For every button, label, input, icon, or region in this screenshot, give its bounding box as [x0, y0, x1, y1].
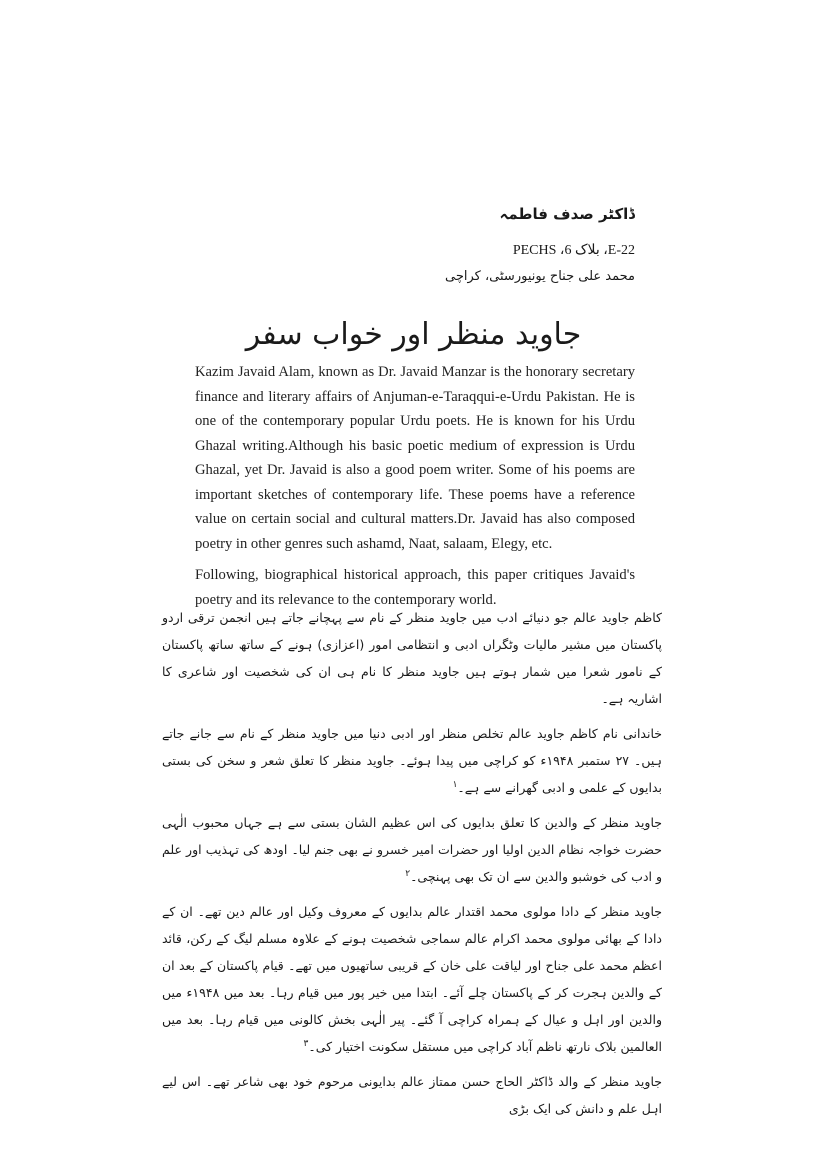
- footnote-marker[interactable]: ۳: [303, 1038, 309, 1049]
- body-paragraph-2-text: خاندانی نام کاظم جاوید عالم تخلص منظر اور ادبی دنیا میں جاوید منظر کے نام سے جانے جاتے ہیں۔ ۲۷ ستمبر ۱۹۴۸ء کو کراچی میں پیدا ہوئے۔ جاوید منظر کا تعلق شعر و سخن کی بستی بدایوں کے علمی و ادبی گھرانے سے ہے۔: [162, 726, 662, 795]
- abstract-paragraph-1: Kazim Javaid Alam, known as Dr. Javaid Manzar is the honorary secretary finance and literary affairs of Anjuman-e-Taraqqui-e-Urdu Pakistan. He is one of the contemporary popular Urdu poets. He is known for his Urdu Ghazal writing.Although his basic poetic medium of expression is Urdu Ghazal, yet Dr. Javaid is also a good poem writer. Some of his poems are important sketches of contemporary life. These poems have a reference value on certain social and cultural matters.Dr. Javaid has also composed poetry in other genres such ashamd, Naat, salaam, Elegy, etc.: [195, 364, 635, 552]
- abstract: [195, 360, 635, 612]
- body-paragraph-3-text: جاوید منظر کے والدین کا تعلق بدایوں کی اس عظیم الشان بستی سے ہے جہاں محبوب الٰہی حضرت خواجہ نظام الدین اولیا اور حضرات امیر خسرو نے بھی جنم لیا۔ اودھ کی تہذیب اور علم و ادب کی خوشبو والدین سے ان تک بھی پہنچی۔: [162, 815, 662, 884]
- author-name: ڈاکٹر صدف فاطمہ: [499, 205, 635, 223]
- author-block: [335, 200, 635, 290]
- body-paragraph-4-text: جاوید منظر کے دادا مولوی محمد اقتدار عالم بدایوں کے معروف وکیل اور عالم دین تھے۔ ان کے دادا کے بھائی مولوی محمد اکرام عالم سماجی شخصیت ہونے کے علاوہ مسلم لیگ کے رکن، قائد اعظم محمد علی جناح اور لیاقت علی خان کے قریبی ساتھیوں میں تھے۔ قیام پاکستان کے بعد ان کے والدین ہجرت کر کے پاکستان چلے آئے۔ ابتدا میں خیر پور میں قیام رہا۔ بعد میں ۱۹۴۸ء میں والدین اور اہل و عیال کے ہمراہ کراچی آ گئے۔ پیر الٰہی بخش کالونی میں قیام رہا۔ بعد میں العالمین بلاک نارتھ ناظم آباد کراچی میں مستقل سکونت اختیار کی۔: [162, 904, 662, 1054]
- article-title: جاوید منظر اور خواب سفر: [245, 317, 582, 353]
- body-paragraph-1-text: کاظم جاوید عالم جو دنیائے ادب میں جاوید منظر کے نام سے پہچانے جاتے ہیں انجمن ترقی اردو پاکستان میں مشیر مالیات وٹگراں ادبی و انتظامی امور (اعزازی) ہونے کے ساتھ ساتھ پاکستان کے نامور شعرا میں شمار ہوتے ہیں جاوید منظر کا نام ہی ان کی شخصیت اور شاعری کا اشاریہ ہے۔: [162, 610, 662, 706]
- body-paragraph-1: [162, 604, 662, 712]
- author-address: 22-E، بلاک 6، PECHS: [512, 243, 635, 258]
- body-paragraph-2: [162, 720, 662, 801]
- body-text: [162, 604, 662, 1122]
- author-affiliation: محمد علی جناح یونیورسٹی، کراچی: [445, 269, 635, 284]
- body-paragraph-5-text: جاوید منظر کے والد ڈاکٹر الحاج حسن ممتاز عالم بدایونی مرحوم خود بھی شاعر تھے۔ اس لیے اہل علم و دانش کی ایک بڑی: [162, 1074, 662, 1116]
- abstract-paragraph-2: Following, biographical historical approach, this paper critiques Javaid's poetry and its relevance to the contemporary world.: [195, 567, 635, 608]
- body-paragraph-5: [162, 1068, 662, 1122]
- footnote-marker[interactable]: ۱: [452, 779, 458, 790]
- footnote-marker[interactable]: ۲: [405, 868, 411, 879]
- body-paragraph-4: [162, 898, 662, 1060]
- body-paragraph-3: [162, 809, 662, 890]
